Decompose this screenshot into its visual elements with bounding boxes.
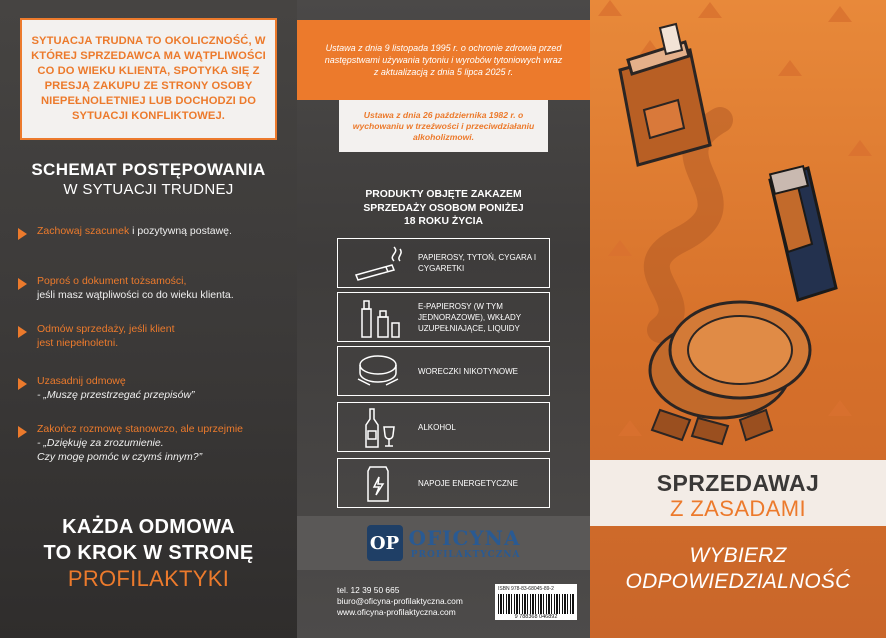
right-panel bbox=[590, 0, 886, 638]
publisher-logo-icon: OP bbox=[367, 525, 403, 561]
slogan-line: ODPOWIEDZIALNOŚĆ bbox=[625, 570, 851, 593]
contact-phone: tel. 12 39 50 665 bbox=[337, 585, 400, 595]
products-title bbox=[297, 188, 590, 229]
cigarette-icon bbox=[338, 239, 418, 287]
procedure-subtitle: W SYTUACJI TRUDNEJ bbox=[63, 181, 234, 198]
product-item bbox=[337, 292, 550, 342]
triangle-bullet-icon bbox=[18, 228, 27, 240]
energy-drink-icon bbox=[338, 459, 418, 507]
isbn-text: ISBN 978-83-68045-89-2 bbox=[498, 586, 554, 592]
motto-line: KAŻDA ODMOWA bbox=[62, 516, 235, 538]
triangle-bullet-icon bbox=[18, 326, 27, 338]
procedure-step bbox=[18, 422, 288, 464]
left-panel bbox=[0, 0, 297, 638]
step-text: jeśli masz wątpliwości co do wieku klienta. bbox=[37, 289, 234, 301]
products-illustration bbox=[590, 0, 886, 460]
procedure-step bbox=[18, 274, 288, 302]
nicotine-pouch-icon bbox=[338, 347, 418, 395]
step-text: i pozytywną postawę. bbox=[129, 225, 232, 237]
product-label: E-PAPIEROSY (W TYM JEDNORAZOWE), WKŁADY UZUPEŁNIAJĄCE, LIQUIDY bbox=[418, 301, 521, 333]
procedure-step bbox=[18, 322, 288, 350]
step-text: jest niepełnoletni. bbox=[37, 337, 119, 349]
triangle-bullet-icon bbox=[18, 278, 27, 290]
alcohol-icon bbox=[338, 403, 418, 451]
step-text: - „Dziękuję za zrozumienie. bbox=[37, 437, 164, 449]
main-title-sub: Z ZASADAMI bbox=[669, 496, 806, 521]
publisher-subname: PROFILAKTYCZNA bbox=[410, 550, 521, 560]
main-title: SPRZEDAWAJ bbox=[656, 470, 820, 496]
vape-device-icon bbox=[770, 166, 836, 300]
step-text: Czy mogę pomóc w czymś innym?” bbox=[37, 451, 203, 463]
warning-text: SYTUACJA TRUDNA TO OKOLICZNOŚĆ, W KTÓREJ SPRZEDAWCA MA WĄTPLIWOŚCI CO DO WIEKU KLIENTA, SPOTYKA SIĘ Z PRESJĄ ZAKUPU ZE STRONY OSOBY NIEPEŁNOLETNIEJ LUB DOCHODZI DO SYTUACJI KONFLIKTOWEJ. bbox=[31, 35, 266, 122]
motto-highlight: PROFILAKTYKI bbox=[67, 566, 230, 591]
step-highlight: Zachowaj szacunek bbox=[37, 225, 130, 237]
products-title-text: PRODUKTY OBJĘTE ZAKAZEM SPRZEDAŻY OSOBOM PONIŻEJ 18 ROKU ŻYCIA bbox=[363, 189, 524, 227]
publisher-logo bbox=[297, 516, 590, 570]
product-label: ALKOHOL bbox=[418, 422, 456, 432]
triangle-bullet-icon bbox=[18, 426, 27, 438]
product-item bbox=[337, 238, 550, 288]
step-highlight: Uzasadnij odmowę bbox=[37, 375, 126, 387]
step-highlight: Poproś o dokument tożsamości, bbox=[37, 275, 187, 287]
step-highlight: Zakończ rozmowę stanowczo, ale uprzejmie bbox=[37, 423, 244, 435]
slogan-line: WYBIERZ bbox=[689, 544, 787, 567]
product-label: WORECZKI NIKOTYNOWE bbox=[418, 366, 518, 376]
publisher-name: OFICYNA bbox=[408, 526, 521, 550]
triangle-bullet-icon bbox=[18, 378, 27, 390]
contact-info bbox=[337, 585, 463, 618]
contact-website: www.oficyna-profilaktyczna.com bbox=[337, 607, 456, 617]
law-box-white bbox=[339, 100, 548, 152]
cigarette-pack-icon bbox=[620, 24, 710, 165]
e-cigarette-icon bbox=[338, 293, 418, 341]
law-box-orange bbox=[297, 20, 590, 100]
step-highlight: Odmów sprzedaży, jeśli klient bbox=[37, 323, 175, 335]
product-label: NAPOJE ENERGETYCZNE bbox=[418, 478, 519, 488]
law-alcohol: Ustawa z dnia 26 października 1982 r. o wychowaniu w trzeźwości i przeciwdziałaniu alkoholizmowi. bbox=[352, 109, 535, 142]
isbn-barcode bbox=[495, 584, 577, 620]
product-item bbox=[337, 346, 550, 396]
procedure-step bbox=[18, 374, 288, 402]
product-item bbox=[337, 402, 550, 452]
step-text: - „Muszę przestrzegać przepisów” bbox=[37, 389, 195, 401]
middle-panel bbox=[297, 0, 590, 638]
contact-email: biuro@oficyna-profilaktyczna.com bbox=[337, 596, 463, 606]
barcode-number: 9 788368 046892 bbox=[514, 614, 558, 620]
warning-box bbox=[20, 18, 277, 140]
procedure-step bbox=[18, 224, 288, 240]
procedure-title: SCHEMAT POSTĘPOWANIA bbox=[31, 160, 266, 179]
barcode-bars bbox=[498, 594, 574, 614]
product-item bbox=[337, 458, 550, 508]
law-tobacco: Ustawa z dnia 9 listopada 1995 r. o ochronie zdrowia przed następstwami używania tytoniu i wyrobów tytoniowych wraz z aktualizacją z dnia 5 lipca 2025 r. bbox=[324, 43, 563, 77]
motto-line: TO KROK W STRONĘ bbox=[43, 542, 254, 564]
product-label: PAPIEROSY, TYTOŃ, CYGARA I CYGARETKI bbox=[418, 253, 537, 273]
